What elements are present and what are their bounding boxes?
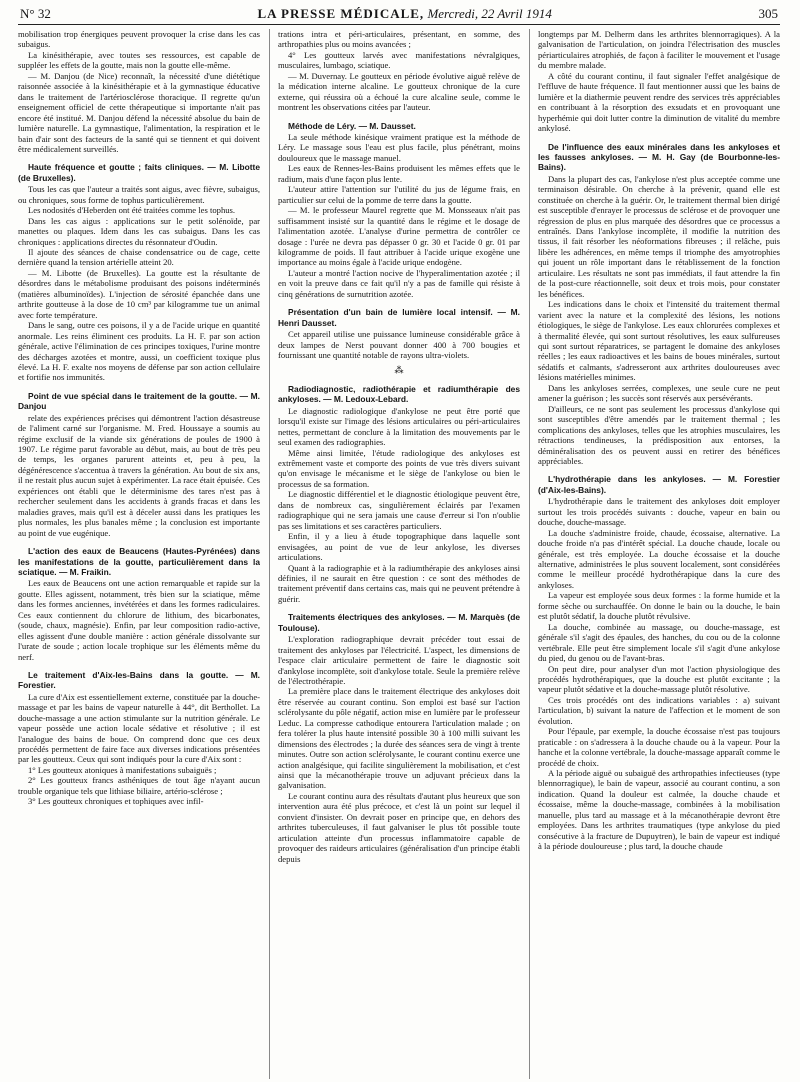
journal-title-line [257, 6, 551, 22]
issue-date: Mercredi, 22 Avril 1914 [427, 6, 552, 21]
column-2 [269, 29, 520, 1079]
paragraph: Dans le sang, outre ces poisons, il y a de l'acide urique en quantité anormale. Les reins éliminent ces produits. La H. F. par son action générale, active l'élimination de ces principes toxiques, l'urine montre des décharges azotées et montre, aussi, un coefficient toxique plus élevé. La H. F. exalte nos moyens de défense par son action cellulaire et fortifie nos immunités. [18, 320, 260, 383]
paragraph: On peut dire, pour analyser d'un mot l'action physiologique des procédés hydrothérapiques, que la douche est plutôt excitante ; la vapeur plutôt sédative et la douche-massage plutôt résolutive. [538, 663, 780, 695]
paragraph: La seule méthode kinésique vraiment pratique est la méthode de Léry. Le massage sous l'eau est plus facile, plus pénétrant, moins douloureux que le massage manuel. [278, 132, 520, 163]
paragraph: Les indications dans le choix et l'intensité du traitement thermal varient avec la nature et la complexité des lésions, les notions étiologiques, le siège de l'ankylose. Les eaux chlorurées complexes et à thermalité élevée, qui sont surtout résolutives, les eaux sulfureuses qui sont surtout réparatrices, se partagent le domaine des ankyloses réelles ; les eaux radioactives et les bains de boues minérales, surtout sédatifs et calmants, s'adresseront aux arthrites douloureuses avec lésions matérielles minimes. [538, 299, 780, 383]
paragraph: D'ailleurs, ce ne sont pas seulement les processus d'ankylose qui sont susceptibles d'être amendés par le traitement thermal ; les complications des ankyloses, telles que les atrophies musculaires, les rétractions tendineuses, la prédisposition aux entorses, la déminéralisation des os peuvent aussi en retirer des bénéfices appréciables. [538, 403, 780, 466]
section-heading: L'action des eaux de Beaucens (Hautes-Pyrénées) dans les manifestations de la goutte, particulièrement dans la sciatique. — M. Fraikin. [18, 546, 260, 577]
paragraph: Cet appareil utilise une puissance lumineuse considérable grâce à deux lampes de Nerst pouvant donner 400 à 700 bougies et fournissant une quantité notable de rayons ultra-violets. [278, 329, 520, 360]
paragraph: Le diagnostic radiologique d'ankylose ne peut être porté que lorsqu'il existe sur l'image des lésions articulaires ou péri-articulaires nettes, permettant de conclure à la limitation des mouvements par le seul examen des radiographies. [278, 405, 520, 448]
paragraph: La douche s'administre froide, chaude, écossaise, alternative. La douche froide n'a pas d'intérêt spécial. La douche chaude, locale ou générale, est très employée. La douche écossaise et la douche alternative, administrées le plus souvent localement, sont considérées comme le meilleur procédé hydrothérapique dans la cure des ankyloses. [538, 527, 780, 590]
paragraph: Tous les cas que l'auteur a traités sont aigus, avec fièvre, subaigus, ou chroniques, sous forme de tophus particulièrement. [18, 184, 260, 205]
paragraph: Le courant continu aura des résultats d'autant plus heureux que son intervention aura été plus précoce, et c'est là un point sur lequel il convient d'insister. On devrait poser en principe que, en dehors des arthrites tuberculeuses, il faut galvaniser le plus tôt possible toute articulation atteinte d'un processus inflammatoire capable de provoquer des raideurs articulaires (généralisation d'un principe établi depuis [278, 790, 520, 864]
paragraph: Enfin, il y a lieu à étude topographique dans laquelle sont envisagées, au point de vue de leur ankylose, les diverses articulations. [278, 531, 520, 563]
paragraph: trations intra et péri-articulaires, présentant, en somme, des arthropathies plus ou moins avancées ; [278, 29, 520, 50]
paragraph: L'auteur a montré l'action nocive de l'hyperalimentation azotée ; il en voit la preuve dans ce fait qu'il n'y a pas de famille qui résiste à cinq générations de surnutrition azotée. [278, 267, 520, 299]
paragraph: Les eaux de Beaucens ont une action remarquable et rapide sur la goutte. Elles agissent, notamment, très bien sur la sciatique, même dans les formes anciennes, invétérées et dans les formes radiculaires. Ces eaux contiennent du chlorure de lithium, des bicarbonates, (soude, chaux, magnésie). Enfin, par leur composition radio-active, elles agissent d'une double manière : action générale dissolvante sur l'urate de soude ; action locale trophique sur les éléments même du nerf. [18, 578, 260, 662]
paragraph: Dans les ankyloses serrées, complexes, une seule cure ne peut amener la guérison ; les succès sont réservés aux persévérants. [538, 382, 780, 404]
journal-name: LA PRESSE MÉDICALE, [257, 6, 425, 21]
paragraph: — M. Duvernay. Le goutteux en période évolutive aiguë relève de la médication interne alcaline. Le goutteux chronique de la cure externe, qui réussira où a échoué la cure alcaline seule, comme le montrent les observations citées par l'auteur. [278, 70, 520, 113]
article-columns [18, 29, 780, 1079]
section-heading: Traitements électriques des ankyloses. — M. Marquès (de Toulouse). [278, 612, 520, 633]
paragraph: A la période aiguë ou subaiguë des arthropathies infectieuses (type blennorragique), le bain de vapeur, associé au courant continu, a son indication. Quand la douleur est calmée, la douche chaude et écossaise, même la douche-massage, combinées à la mobilisation manuelle, plus tard au massage et à la mécanothérapie devront être employées. Dans les arthrites traumatiques (type ankylose du pied consécutive à la fracture de Dupuytren), le bain de vapeur est indiqué à la période douloureuse ; plus tard, la douche chaude [538, 768, 780, 852]
paragraph: Ces trois procédés ont des indications variables : a) suivant l'articulation, b) suivant la nature de l'affection et le moment de son évolution. [538, 694, 780, 726]
page-header [18, 6, 780, 25]
paragraph: longtemps par M. Delherm dans les arthrites blennorragiques). A la galvanisation de l'articulation, on joindra l'électrisation des muscles périarticulaires atrophiés, de façon à faciliter le mouvement et l'usage du membre malade. [538, 29, 780, 71]
paragraph: La vapeur est employée sous deux formes : la forme humide et la forme sèche ou surchauffée. On donne le bain ou la douche, le bain est plutôt sédatif, la douche plutôt révulsive. [538, 590, 780, 622]
paragraph: 4° Les goutteux larvés avec manifestations névralgiques, musculaires, lumbago, sciatique. [278, 49, 520, 71]
paragraph: Dans les cas aigus : applications sur le petit solénoïde, par manettes ou plaques. Idem dans les cas subaigus. Dans les cas chroniques : applications directes du résonnateur d'Oudin. [18, 215, 260, 247]
paragraph: 3° Les goutteux chroniques et tophiques avec infil- [28, 796, 204, 807]
paragraph: La première place dans le traitement électrique des ankyloses doit être réservée au courant continu. Son emploi est basé sur l'action sclérolysante du pôle négatif, action mise en lumière par le professeur Leduc. La compresse cathodique entourera l'articulation malade ; on fera tolérer la plus haute intensité possible 30 à 100 milli suivant les dimensions des électrodes ; la durée des séances sera de vingt à trente minutes. Outre son action sclérolysante, le courant continu exerce une action analgésique, qui facilite singulièrement la mobilisation, et c'est ainsi que la mécanothérapie trouve un adjuvant précieux dans la galvanisation. [278, 686, 520, 791]
paragraph: 1° Les goutteux atoniques à manifestations subaiguës ; [28, 764, 217, 775]
column-1 [18, 29, 260, 1079]
paragraph: A côté du courant continu, il faut signaler l'effet analgésique de l'effluve de haute fréquence. Il faut mentionner aussi que les bains de lumière et la diathermie peuvent rendre des services très appréciables en contribuant à la résorption des exsudats et en provoquant une hyperhémie qui doit lutter contre la diminution de vitalité du membre ankylosé. [538, 70, 780, 134]
paragraph: L'auteur attire l'attention sur l'utilité du jus de légume frais, en particulier sur celui de la pomme de terre dans la goutte. [278, 184, 520, 205]
paragraph: Pour l'épaule, par exemple, la douche écossaise n'est pas toujours praticable : on s'adressera à la douche chaude ou à la vapeur. Pour la hanche et la colonne vertébrale, la douche-massage apparaît comme le procédé de choix. [538, 726, 780, 768]
paragraph: relate des expériences précises qui démontrent l'action désastreuse de l'aliment carné sur l'organisme. M. Fred. Houssaye a soumis au régime exclusif de la viande six générations de poules de 1900 à 1907. Le régime parut favorable au début, mais, au bout de très peu de temps, les organes parurent atteints et, peu à peu, la dégénérescence s'accentua à travers la génération. Au bout de six ans, il ne restait plus aucun sujet à expérimenter. La race était épuisée. Ces expériences ont établi que le déterminisme des tares n'est pas à rechercher seulement dans les accidents à grands fracas et dans les maladies graves, mais qu'il est à déceler aussi dans les pratiques les plus normales, les plus banales même ; la conclusion est importante au point de vue eugénique. [18, 412, 260, 538]
paragraph: La kinésithérapie, avec toutes ses ressources, est capable de suppléer les effets de la goutte, mais non la goutte elle-même. [18, 49, 260, 71]
section-heading: Haute fréquence et goutte ; faits cliniques. — M. Libotte (de Bruxelles). [18, 162, 260, 183]
section-heading: Le traitement d'Aix-les-Bains dans la goutte. — M. Forestier. [18, 669, 260, 691]
paragraph: — M. Danjou (de Nice) reconnaît, la nécessité d'une diététique raisonnée associée à la kinésithérapie et à la gymnastique éducative dans le traitement de l'artériosclérose thoracique. Il regrette qu'un enseignement officiel de cette thérapeutique si importante n'ait pas encore été institué. M. Danjou défend la nécessité absolue du bain de lumière naturelle. La gymnastique, l'alimentation, la respiration et le bain d'air sont des facteurs de la santé qui se tiennent et qui doivent être médicalement surveillés. [18, 70, 260, 154]
section-heading: Point de vue spécial dans le traitement de la goutte. — M. Danjou [18, 390, 260, 412]
issue-number: N° 32 [20, 6, 51, 21]
paragraph: — M. Libotte (de Bruxelles). La goutte est la résultante de désordres dans le métabolisme produisant des poisons indéterminés (matières albuminoïdes). L'injection de sérosité épanchée dans une arthrite goutteuse à la dose de 10 cm³ par kilogramme tue un animal avec forte température. [18, 267, 260, 320]
section-separator: ⁂ [394, 365, 404, 376]
paragraph: L'exploration radiographique devrait précéder tout essai de traitement des ankyloses par l'électricité. L'aspect, les dimensions de l'espace clair articulaire permettent de faire le diagnostic soit d'ankylose incomplète, soit d'ankylose totale. Seule la première relève de l'électrothérapie. [278, 634, 520, 686]
paragraph: mobilisation trop énergiques peuvent provoquer la crise dans les cas subaigus. [18, 29, 260, 50]
paragraph: Dans la plupart des cas, l'ankylose n'est plus acceptée comme une terminaison désirable. On cherche à la prévenir, quand elle est constituée on cherche à la guérir. Or, le traitement thermal bien dirigé est susceptible d'enrayer le processus de sclérose et de provoquer une régression de plus en plus marquée des désordres que ce processus a entraînés. Dans l'ankylose incomplète, il modifie la nutrition des tissus, il fait résorber les néoformations fibreuses ; il relâche, puis libère les adhérences, en même temps il triomphe des amyotrophies qui jouent un rôle important dans le rétablissement de la fonction articulaire. Les résultats ne sont pas immédiats, il faut attendre la fin de la post-cure réactionnelle, soit deux et trois mois, pour constater les bénéfices. [538, 173, 780, 299]
section-heading: L'hydrothérapie dans les ankyloses. — M. Forestier (d'Aix-les-Bains). [538, 474, 780, 495]
paragraph: Quant à la radiographie et à la radiumthérapie des ankyloses ainsi définies, il ne saurait en être question : ce sont des méthodes de traitement préventif dans certains cas, mais qui ne peuvent prétendre à guérir. [278, 562, 520, 604]
column-3 [529, 29, 780, 1079]
section-heading: De l'influence des eaux minérales dans les ankyloses et les fausses ankyloses. — M. H. Gay (de Bourbonne-les-Bains). [538, 141, 780, 173]
paragraph: La douche, combinée au massage, ou douche-massage, est générale s'il s'agit des épaules, des hanches, du cou ou de la colonne vertébrale. Elle peut être simplement locale s'il s'agit d'une ankylose du pied, du genou ou de l'avant-bras. [538, 621, 780, 664]
paragraph: L'hydrothérapie dans le traitement des ankyloses doit employer surtout les trois procédés suivants : douche, vapeur en bain ou douche, douche-massage. [538, 496, 780, 528]
paragraph: Il ajoute des séances de chaise condensatrice ou de cage, cette dernière quand la tension artérielle atteint 20. [18, 246, 260, 268]
section-heading: Présentation d'un bain de lumière local intensif. — M. Henri Dausset. [278, 307, 520, 328]
section-heading: Radiodiagnostic, radiothérapie et radiumthérapie des ankyloses. — M. Ledoux-Lebard. [278, 383, 520, 405]
paragraph: 2° Les goutteux francs asthéniques de tout âge n'ayant aucun trouble organique tels que lithiase biliaire, artério-sclérose ; [18, 775, 260, 796]
paragraph: Le diagnostic différentiel et le diagnostic étiologique peuvent être, dans de nombreux cas, singulièrement éclairés par l'examen radiographique qui ne sera jamais une cause d'erreur si l'on n'oublie pas ses limitations et ses caractères particuliers. [278, 489, 520, 531]
page-number: 305 [758, 6, 778, 21]
section-heading: Méthode de Léry. — M. Dausset. [288, 120, 416, 131]
paragraph: La cure d'Aix est essentiellement externe, constituée par la douche-massage et par les bains de vapeur naturelle à 44°, dit Berthollet. La douche-massage a une action stimulante sur la nutrition générale. Le vapeur possède une action locale sédative et résolutive ; il est l'analogue des bains de boue. On comprend donc que ces deux procédés permettent de faire face aux diverses indications présentées par les goutteux. Ceux qui sont indiqués pour la cure d'Aix sont : [18, 691, 260, 765]
paragraph: Les eaux de Rennes-les-Bains produisent les mêmes effets que le radium, mais d'une façon plus lente. [278, 163, 520, 184]
paragraph: Les nodosités d'Heberden ont été traitées comme les tophus. [28, 205, 236, 216]
paragraph: Même ainsi limitée, l'étude radiologique des ankyloses est extrêmement vaste et comporte des points de vue très divers suivant qu'on envisage le mécanisme et le siège de l'ankylose ou bien le processus de sa formation. [278, 447, 520, 489]
paragraph: — M. le professeur Maurel regrette que M. Monsseaux n'ait pas suffisamment insisté sur la quantité dans le régime et le dosage de l'alimentation azotée. L'analyse d'urine permettra de contrôler ce dosage : l'urée ne devra pas dépasser 0 gr. 30 et l'acide 0 gr. 01 par kilogramme de poids. Il faut attribuer à l'acide urique exogène une importance au moins égale à l'acide urique endogène. [278, 205, 520, 268]
